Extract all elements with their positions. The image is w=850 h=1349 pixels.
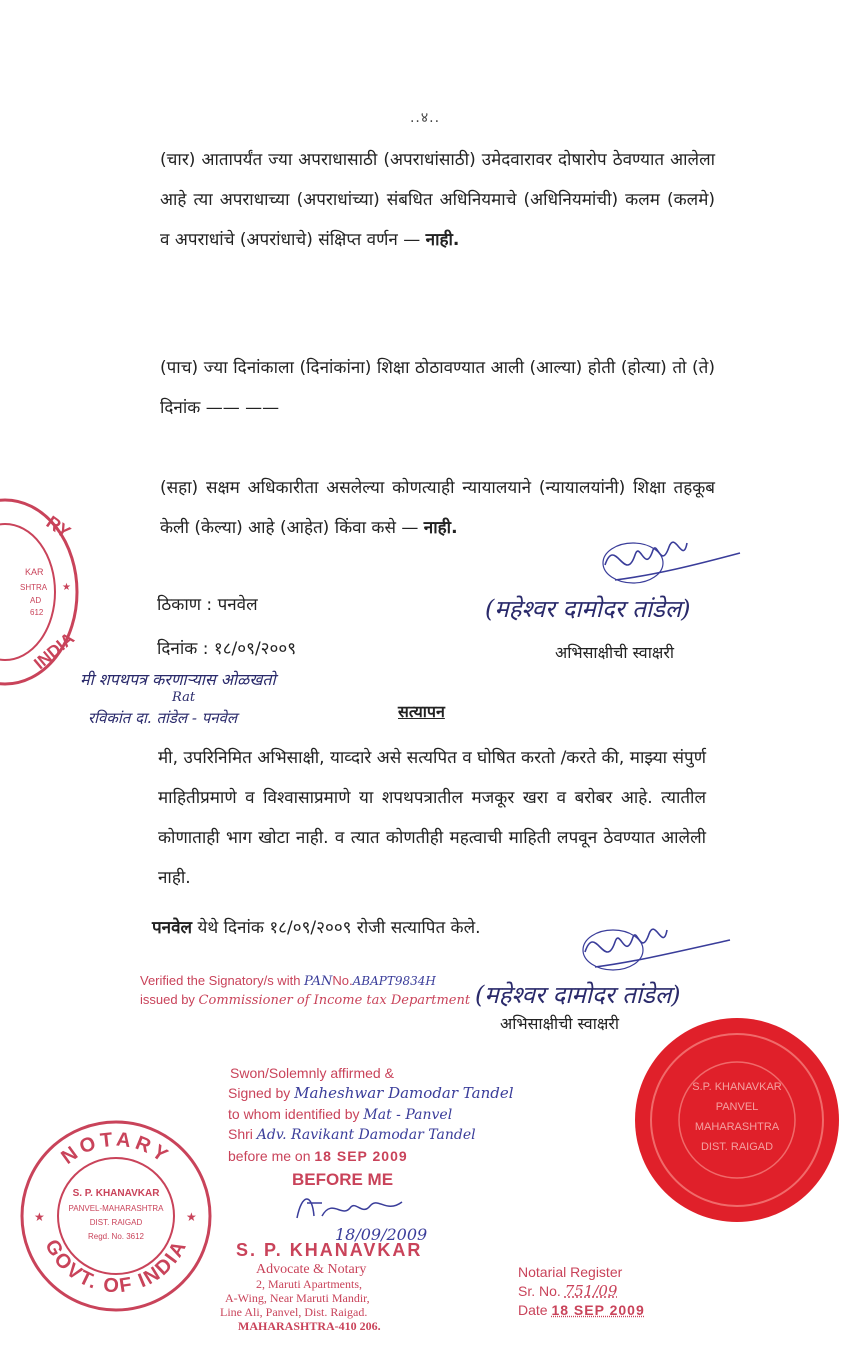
paragraph-four-text: (चार) आतापर्यंत ज्या अपराधासाठी (अपराधांसाठी) उमेदवारावर दोषारोप ठेवण्यात आलेला आहे त्या अपराधाच्या (अपराधांच्या) संबधित अधिनियमाचे (अधिनियमांची) कलम (कलमे) व अपराधांचे (अपरांधाचे) संक्षिप्त वर्णन — [160, 150, 715, 250]
deponent-name-handwritten-2: (महेश्वर दामोदर तांडेल) [475, 981, 681, 1009]
notarial-register-sr [518, 1282, 617, 1300]
paragraph-four-answer: नाही. [425, 230, 460, 250]
deponent-signature-caption-2: अभिसाक्षीची स्वाक्षरी [500, 1014, 620, 1033]
pan-number: ABAPT9834H [352, 974, 436, 988]
before-me-on-line [228, 1148, 408, 1164]
notary-round-stamp-left [0, 495, 85, 690]
stamp-top-text: NOTARY [57, 1128, 175, 1169]
verification-paragraph: मी, उपरिनिमित अभिसाक्षी, याव्दारे असे सत्यपित व घोषित करतो /करते की, माझ्या संपुर्ण माहितीप्रमाणे व विश्वासाप्रमाणे या शपथपत्रातील मजकूर खरा व बरोबर आहे. त्यातील कोणाताही भाग खोटा नाही. व त्यात कोणतीही महत्वाची माहिती लपवून ठेवण्यात आलेली नाही. [158, 748, 706, 888]
shri-line [228, 1126, 476, 1143]
stamp-bottom-text: GOVT. OF INDIA [40, 1236, 192, 1298]
svg-text:★: ★ [186, 1210, 197, 1224]
svg-text:INDIA: INDIA [30, 628, 79, 674]
notarial-register-sr-value: 751/09 [564, 1282, 618, 1300]
identified-by-label: to whom identified by [228, 1106, 360, 1122]
seal-line1: S.P. KHANAVKAR [692, 1081, 782, 1093]
stamp-center-line3: DIST. RAIGAD [89, 1218, 143, 1227]
notarial-register-date-value: 18 SEP 2009 [551, 1302, 645, 1318]
signed-by-label: Signed by [228, 1085, 291, 1101]
identified-by-line [228, 1106, 452, 1123]
signed-by-name: Maheshwar Damodar Tandel [294, 1084, 514, 1102]
paragraph-four [160, 140, 715, 260]
red-wax-seal [632, 1015, 842, 1225]
notary-address-line3: Line Ali, Panvel, Dist. Raigad. [220, 1305, 368, 1319]
notarial-register-title: Notarial Register [518, 1264, 623, 1280]
notary-round-stamp [18, 1118, 214, 1314]
handwritten-identifier-initials: Rat [172, 690, 196, 705]
signed-by-line [228, 1084, 514, 1102]
seal-line3: MAHARASHTRA [694, 1121, 780, 1133]
pan-no-label: No. [332, 973, 353, 988]
verification-date-line [152, 915, 481, 938]
pan-issued-by: Commissioner of Income tax Department [198, 993, 471, 1008]
svg-text:★: ★ [62, 582, 71, 593]
svg-text:612: 612 [30, 608, 44, 617]
before-me-heading: BEFORE ME [292, 1170, 394, 1189]
paragraph-five: (पाच) ज्या दिनांकाला (दिनांकांना) शिक्षा ठोठावण्यात आली (आल्या) होती (होत्या) तो (ते) दिनांक —— —— [160, 358, 715, 418]
notary-signature [292, 1188, 412, 1228]
before-me-on-label: before me on [228, 1148, 311, 1164]
shri-label: Shri [228, 1126, 253, 1142]
stamp-center-line1: S. P. KHANAVKAR [72, 1188, 160, 1199]
seal-line2: PANVEL [715, 1101, 759, 1113]
svg-text:NOTARY [57, 1129, 174, 1169]
stamp-center-line2: PANVEL-MAHARASHTRA [68, 1204, 164, 1213]
pan-label: PAN [304, 974, 333, 989]
deponent-signature-1 [595, 525, 745, 595]
verification-place: पनवेल [152, 918, 193, 938]
page-number: ..४.. [409, 110, 441, 126]
pan-issued-by-prefix: issued by [140, 992, 195, 1007]
notary-title: Advocate & Notary [256, 1262, 367, 1277]
seal-line4: DIST. RAIGAD [700, 1141, 774, 1153]
date-label: दिनांक : १८/०९/२००९ [157, 639, 297, 659]
paragraph-six-text: (सहा) सक्षम अधिकारीता असलेल्या कोणत्याही न्यायालयाने (न्यायालयांनी) शिक्षा तहकूब केली (केल्या) आहे (आहेत) किंवा कसे — [160, 478, 715, 538]
handwritten-identifier-note-line1: मी शपथपत्र करणाऱ्यास ओळखतो [80, 670, 276, 689]
notary-signature-date: 18/09/2009 [335, 1225, 428, 1244]
deponent-signature-caption: अभिसाक्षीची स्वाक्षरी [555, 643, 675, 662]
notary-name: S. P. KHANAVKAR [236, 1240, 423, 1260]
paragraph-six-answer: नाही. [423, 518, 458, 538]
svg-text:AD: AD [30, 596, 42, 605]
before-me-date: 18 SEP 2009 [314, 1148, 408, 1164]
verification-date-text: येथे दिनांक १८/०९/२००९ रोजी सत्यापित केले. [197, 918, 481, 938]
place-label: ठिकाण : पनवेल [157, 595, 258, 615]
verification-heading: सत्यापन [398, 702, 445, 721]
deponent-signature-2 [575, 912, 735, 982]
pan-verification-line2 [140, 992, 470, 1008]
deponent-name-handwritten: (महेश्वर दामोदर तांडेल) [485, 595, 691, 623]
identified-by-place: Mat - Panvel [363, 1107, 453, 1123]
notarial-register-date-label: Date [518, 1302, 548, 1318]
sworn-line: Swon/Solemnly affirmed & [230, 1065, 394, 1081]
svg-text:SHTRA: SHTRA [20, 583, 48, 592]
notarial-register-date [518, 1302, 645, 1318]
pan-verification-line1 [140, 973, 436, 989]
svg-text:KAR: KAR [25, 567, 44, 577]
svg-text:★: ★ [34, 1210, 45, 1224]
notarial-register-sr-label: Sr. No. [518, 1283, 561, 1299]
notary-address-line1: 2, Maruti Apartments, [256, 1277, 362, 1291]
notary-address-line2: A-Wing, Near Maruti Mandir, [225, 1291, 370, 1305]
pan-verification-prefix: Verified the Signatory/s with [140, 973, 301, 988]
notary-address-line4: MAHARASHTRA-410 206. [238, 1319, 381, 1333]
svg-text:GOVT. OF INDIA [40, 1236, 191, 1297]
svg-text:RY: RY [42, 511, 75, 543]
handwritten-identifier-note-line2: रविकांत दा. तांडेल - पनवेल [88, 709, 238, 727]
stamp-center-line4: Regd. No. 3612 [87, 1232, 145, 1241]
identified-by-name: Adv. Ravikant Damodar Tandel [256, 1127, 476, 1143]
